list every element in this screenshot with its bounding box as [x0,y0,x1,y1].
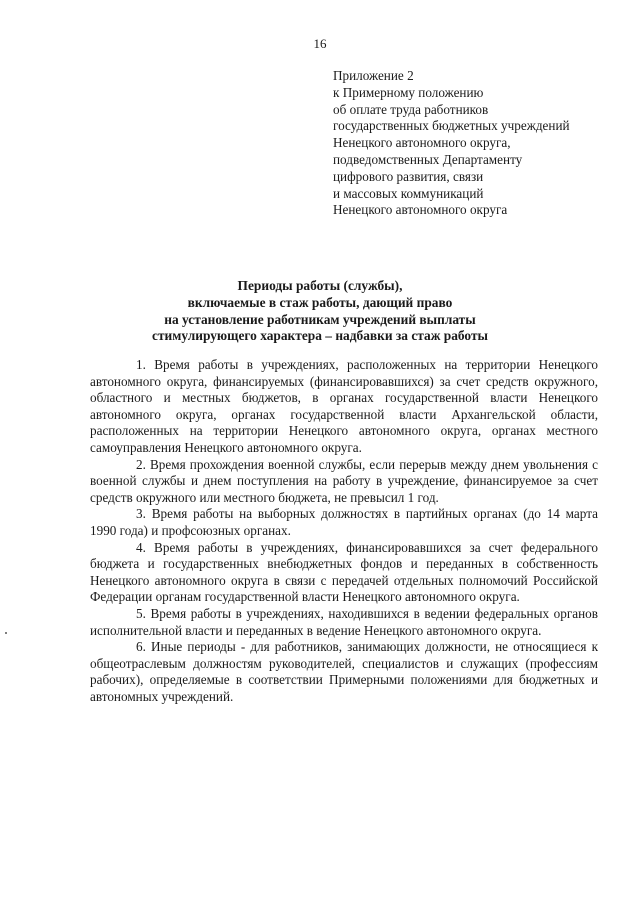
document-body [90,357,598,705]
appendix-line: Ненецкого автономного округа, [333,135,511,151]
paragraph-3: 3. Время работы на выборных должностях в партийных органах (до 14 марта 1990 года) и профсоюзных органах. [90,506,598,538]
appendix-line: к Примерному положению [333,84,484,100]
paragraph-6: 6. Иные периоды - для работников, занимающих должности, не относящиеся к общеотраслевым должностям руководителей, специалистов и служащих (профессиям рабочих), определяемые в соответствии Примерными положениями для бюджетных и автономных учреждений. [90,639,598,704]
appendix-line: подведомственных Департаменту [333,151,523,167]
document-title [60,278,580,345]
appendix-line: государственных бюджетных учреждений [333,118,570,134]
paragraph-4: 4. Время работы в учреждениях, финансировавшихся за счет федерального бюджета и государственных внебюджетных фондов и переданных в собственность Ненецкого автономного округа в связи с передачей отдельных полномочий Российской Федерации органам государственной власти Ненецкого автономного округа. [90,539,598,605]
paragraph-2: 2. Время прохождения военной службы, если перерыв между днем увольнения с военной службы и днем поступления на работу в учреждение, финансируемое за счет средств окружного или местного бюджета, не превысил 1 год. [90,456,598,505]
appendix-line: Приложение 2 [333,68,414,83]
appendix-line: Ненецкого автономного округа [333,202,508,218]
title-line: включаемые в стаж работы, дающий право [187,294,453,310]
page-number: 16 [313,36,327,51]
scan-mark [5,632,7,634]
paragraph-5: 5. Время работы в учреждениях, находившихся в ведении федеральных органов исполнительной власти и переданных в ведение Ненецкого автономного округа. [90,605,598,638]
title-line: на установление работникам учреждений выплаты [164,311,476,327]
appendix-line: и массовых коммуникаций [333,185,484,201]
paragraph-1: 1. Время работы в учреждениях, расположенных на территории Ненецкого автономного округа, финансируемых (финансировавшихся) за счет средств окружного, областного и местных бюджетов, в органах государственной власти Ненецкого автономного округа, органах государственной власти Архангельской области, расположенных на территории Ненецкого автономного округа, органах местного самоуправления Ненецкого автономного округа. [90,357,598,455]
appendix-reference [333,68,623,219]
appendix-line: об оплате труда работников [333,101,489,117]
title-line: Периоды работы (службы), [237,278,403,293]
title-line: стимулирующего характера – надбавки за стаж работы [152,328,488,344]
appendix-line: цифрового развития, связи [333,168,484,184]
